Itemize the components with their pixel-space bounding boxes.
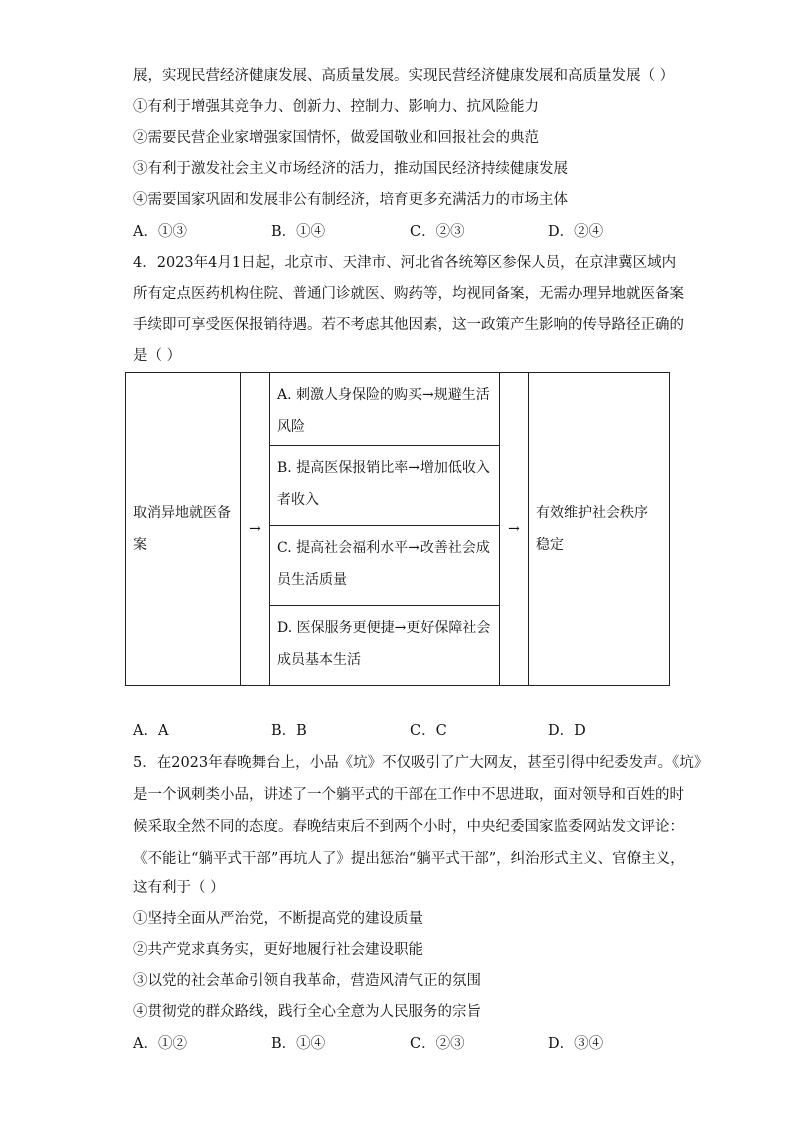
q3-option-d[interactable]: D．②④ <box>548 224 604 240</box>
q4-stem-line-1: 4．2023年4月1日起，北京市、天津市、河北省各统筹区参保人员，在京津冀区域内 <box>133 255 677 271</box>
q4-stem-line-3: 手续即可享受医保报销待遇。若不考虑其他因素，这一政策产生影响的传导路径正确的 <box>133 317 684 333</box>
effect-line-1: 有效维护社会秩序 <box>536 505 648 521</box>
choice-c-line-1: C. 提高社会福利水平→改善社会成 <box>277 540 490 556</box>
q4-stem-line-4: 是（ ） <box>133 348 182 364</box>
q3-option-a[interactable]: A．①③ <box>133 224 187 240</box>
choice-d-cell <box>270 606 500 686</box>
q4-option-d[interactable]: D．D <box>548 723 586 739</box>
choice-b-line-2: 者收入 <box>277 492 319 508</box>
q3-option-c[interactable]: C．②③ <box>410 224 465 240</box>
effect-cell <box>529 373 670 686</box>
q5-option-d[interactable]: D．③④ <box>548 1036 604 1052</box>
choice-c-line-2: 员生活质量 <box>277 572 347 588</box>
q5-stem-line-3: 候采取全然不同的态度。春晚结束后不到两个小时，中央纪委国家监委网站发文评论： <box>133 819 684 835</box>
q5-stem-line-5: 这有利于（ ） <box>133 880 225 896</box>
choice-a-line-2: 风险 <box>277 419 305 435</box>
q5-item-3: ③以党的社会革命引领自我革命，营造风清气正的氛围 <box>133 973 481 989</box>
cause-line-1: 取消异地就医备 <box>133 505 231 521</box>
arrow-left: → <box>241 373 270 686</box>
q4-option-a[interactable]: A．A <box>133 723 169 739</box>
q5-stem-line-4: 《不能让“躺平式干部”再坑人了》提出惩治“躺平式干部”，纠治形式主义、官僚主义， <box>133 851 685 867</box>
choice-d-line-1: D. 医保服务更便捷→更好保障社会 <box>277 620 491 636</box>
q5-option-b[interactable]: B．①④ <box>271 1036 326 1052</box>
q3-item-4: ④需要国家巩固和发展非公有制经济，培育更多充满活力的市场主体 <box>133 192 568 208</box>
q5-item-4: ④贯彻党的群众路线，践行全心全意为人民服务的宗旨 <box>133 1004 481 1020</box>
transmission-path-table <box>125 372 670 686</box>
choice-b-line-1: B. 提高医保报销比率→增加低收入 <box>277 460 490 476</box>
q3-item-1: ①有利于增强其竞争力、创新力、控制力、影响力、抗风险能力 <box>133 99 539 115</box>
q5-item-2: ②共产党求真务实，更好地履行社会建设职能 <box>133 942 423 958</box>
choice-c-cell <box>270 526 500 606</box>
q4-option-b[interactable]: B．B <box>271 723 307 739</box>
q3-option-b[interactable]: B．①④ <box>271 224 326 240</box>
cause-cell <box>126 373 241 686</box>
choice-a-line-1: A. 刺激人身保险的购买→规避生活 <box>277 387 490 403</box>
q5-stem-line-2: 是一个讽刺类小品，讲述了一个躺平式的干部在工作中不思进取，面对领导和百姓的时 <box>133 787 684 803</box>
choice-a-cell <box>270 373 500 446</box>
choice-d-line-2: 成员基本生活 <box>277 652 361 668</box>
q3-item-3: ③有利于激发社会主义市场经济的活力，推动国民经济持续健康发展 <box>133 161 568 177</box>
q5-option-a[interactable]: A．①② <box>133 1036 187 1052</box>
q5-stem-line-1: 5．在2023年春晚舞台上，小品《坑》不仅吸引了广大网友，甚至引得中纪委发声。《坑》 <box>133 755 709 771</box>
q5-item-1: ①坚持全面从严治党，不断提高党的建设质量 <box>133 911 423 927</box>
arrow-right: → <box>500 373 529 686</box>
q5-option-c[interactable]: C．②③ <box>410 1036 465 1052</box>
q3-item-2: ②需要民营企业家增强家国情怀，做爱国敬业和回报社会的典范 <box>133 130 539 146</box>
q3-stem-tail: 展，实现民营经济健康发展、高质量发展。实现民营经济健康发展和高质量发展（ ） <box>133 68 675 84</box>
cause-line-2: 案 <box>133 537 147 553</box>
choice-b-cell <box>270 446 500 526</box>
q4-option-c[interactable]: C．C <box>410 723 447 739</box>
q4-stem-line-2: 所有定点医药机构住院、普通门诊就医、购药等，均视同备案，无需办理异地就医备案 <box>133 286 684 302</box>
effect-line-2: 稳定 <box>536 537 564 553</box>
